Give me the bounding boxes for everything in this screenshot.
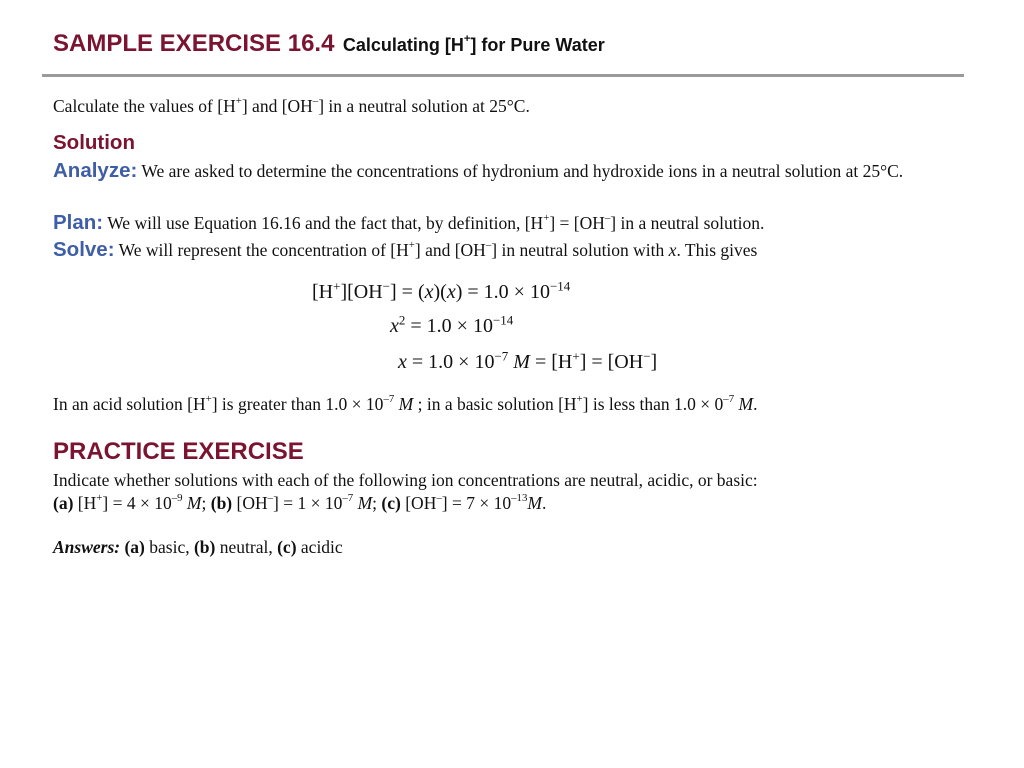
- exercise-number: SAMPLE EXERCISE 16.4: [53, 30, 335, 57]
- question-text: Calculate the values of [H+] and [OH–] in a neutral solution at 25°C.: [53, 94, 530, 116]
- practice-question: Indicate whether solutions with each of the following ion concentrations are neutral, acidic, or basic:: [53, 470, 758, 490]
- practice-answers: Answers: (a) basic, (b) neutral, (c) acidic: [53, 537, 343, 557]
- plan-label: Plan:: [53, 211, 104, 234]
- solve-label: Solve:: [53, 238, 115, 261]
- title-divider: [42, 74, 964, 77]
- practice-parts: (a) $[H^+] = 4 \times 10^{-9}$ M; (b) $[OH^-] = 1 \times 10^{-7}$ M; (c) $[OH^-] = 7 \times 10^{-13}M$.: [53, 491, 547, 513]
- equation-x-squared: $x^2 = 1.0 \times 10^{-14}$: [390, 312, 514, 337]
- answers-label: Answers:: [53, 537, 121, 557]
- analyze-label: Analyze:: [53, 159, 138, 182]
- equation-ion-product: $[H^+][OH^-] = (x)(x) = 1.0 \times 10^{-14}$: [312, 278, 571, 303]
- slide-title: [53, 30, 605, 58]
- solve-paragraph: Solve: We will represent the concentration of [H+] and [OH–] in neutral solution with x. This gives: [53, 238, 758, 261]
- plan-paragraph: Plan: We will use Equation 16.16 and the fact that, by definition, [H+] = [OH–] in a neutral solution.: [53, 211, 765, 234]
- analyze-text: We are asked to determine the concentrations of hydronium and hydroxide ions in a neutral solution at 25°C.: [141, 161, 904, 181]
- acid-base-note: In an acid solution [H+] is greater than $1.0 \times 10^{-7}$ M ; in a basic solution [H+] is less than $1.0 \times 0^{-7}$ M.: [53, 392, 758, 414]
- equation-x-value: $x = 1.0 \times 10^{-7}$ M = [H+] = [OH−]: [398, 348, 658, 373]
- analyze-paragraph: [53, 159, 963, 183]
- solution-heading: Solution: [53, 131, 135, 154]
- practice-heading: PRACTICE EXERCISE: [53, 438, 304, 465]
- exercise-subtitle: Calculating [H+] for Pure Water: [342, 33, 605, 55]
